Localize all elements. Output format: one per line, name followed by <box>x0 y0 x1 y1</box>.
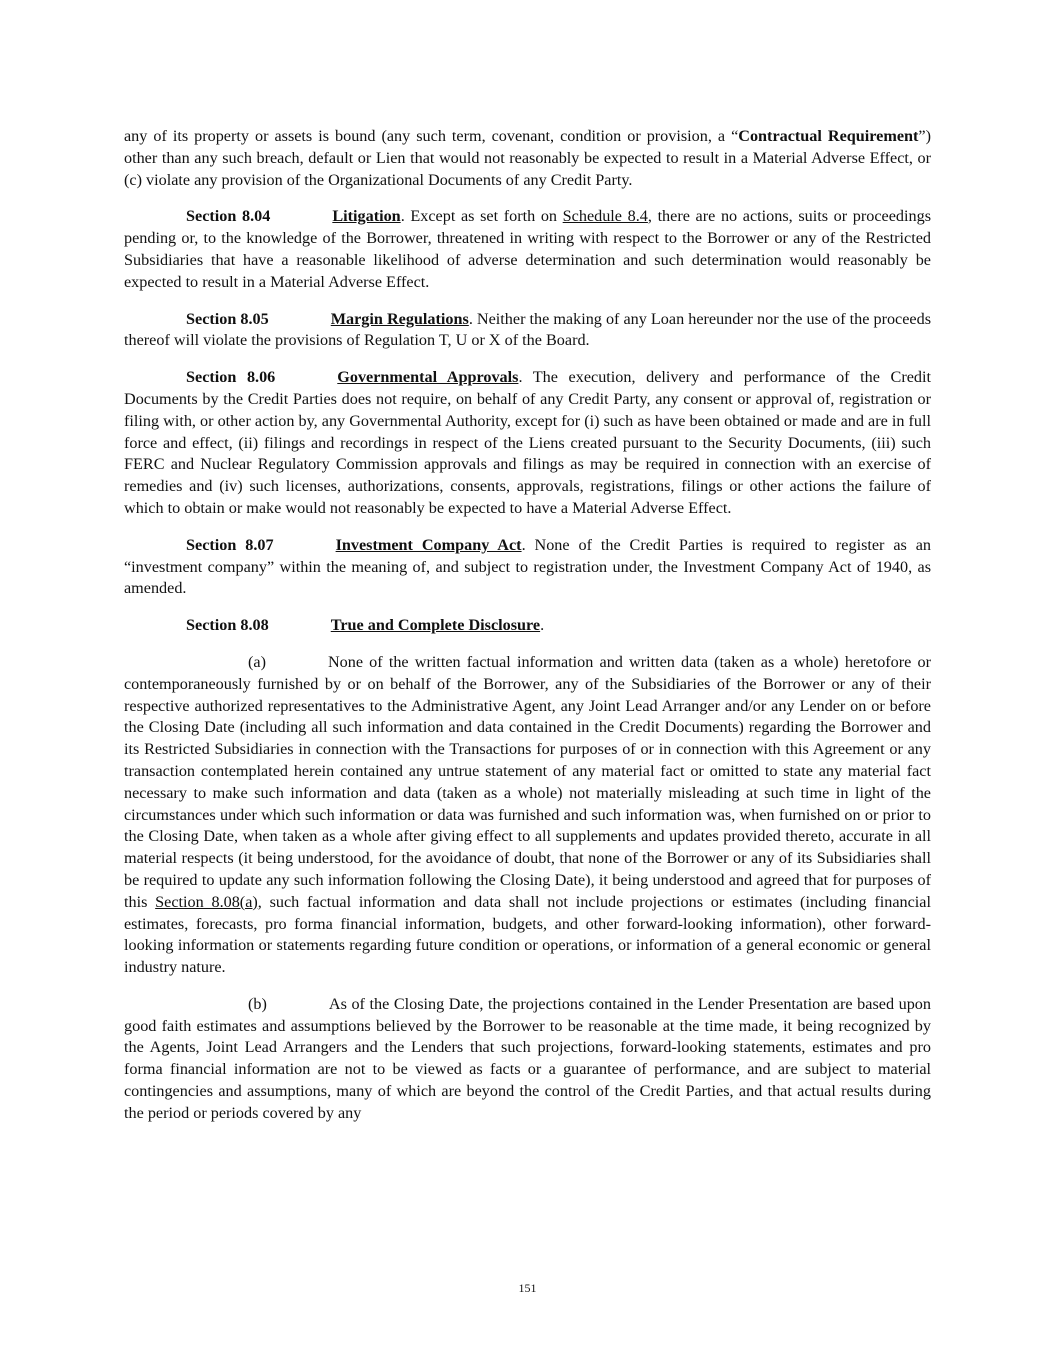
schedule-reference: Schedule 8.4 <box>562 207 648 226</box>
section-number: Section 8.08 <box>186 616 269 635</box>
paragraph-continuation: any of its property or assets is bound (any such term, covenant, condition or provision, a “Contractual Requirement”) other than any such breach, default or Lien that would not reasonably be expected to result in a Material Adverse Effect, or (c) violate any provision of the Organizational Documents of any Credit Party. <box>124 127 931 189</box>
section-8-05: Section 8.05 Margin Regulations. Neither the making of any Loan hereunder nor the use of the proceeds thereof will violate the provisions of Regulation T, U or X of the Board. <box>124 309 932 350</box>
defined-term: Contractual Requirement <box>738 127 919 145</box>
section-title: Governmental Approvals <box>337 368 519 387</box>
section-8-07: Section 8.07 Investment Company Act. None of the Credit Parties is required to register as an “investment company” within the meaning of, and subject to registration under, the Investment Company Act of 1940, as amended. <box>124 535 932 598</box>
section-number: Section 8.05 <box>186 309 269 328</box>
section-number: Section 8.06 <box>186 368 276 387</box>
section-title: Investment Company Act <box>335 535 522 554</box>
section-8-04: Section 8.04 Litigation. Except as set forth on Schedule 8.4, there are no actions, suits or proceedings pending or, to the knowledge of the Borrower, threatened in writing with respect to the Borrower or any of the Restricted Subsidiaries that have a reasonable likelihood of adverse determination and such determination would reasonably be expected to result in a Material Adverse Effect. <box>124 207 931 291</box>
subsection-b: (b) As of the Closing Date, the projections contained in the Lender Presentation are based upon good faith estimates and assumptions believed by the Borrower to be reasonable at the time made, it being recognized by the Agents, Joint Lead Arrangers and the Lenders that such projections, forward-looking statements, estimates and pro forma financial information are not to be viewed as facts or a guarantee of performance, and are subject to material contingencies and assumptions, many of which are beyond the control of the Credit Parties, and that actual results during the period or periods covered by any <box>124 994 931 1122</box>
section-title: True and Complete Disclosure <box>330 616 541 635</box>
section-reference: Section 8.08(a) <box>155 892 258 911</box>
section-8-08: Section 8.08 True and Complete Disclosure. <box>186 616 545 635</box>
subsection-a: (a) None of the written factual information and written data (taken as a whole) heretofore or contemporaneously furnished by or on behalf of the Borrower, any of the Subsidiaries of the Borrower or any of their respective authorized representatives to the Administrative Agent, any Joint Lead Arranger and/or any Lender on or before the Closing Date (including all such information and data contained in the Credit Documents) regarding the Borrower and its Restricted Subsidiaries in connection with the Transactions for purposes of or in connection with this Agreement or any transaction contemplated herein contained any untrue statement of any material fact or omitted to state any material fact necessary to make such information and data (taken as a whole) not materially misleading at such time in light of the circumstances under which such information or data was furnished and such information was, when furnished on or prior to the Closing Date, when taken as a whole after giving effect to all supplements and updates provided thereto, accurate in all material respects (it being understood, for the avoidance of doubt, that none of the Borrower or any of its Subsidiaries shall be required to update any such information following the Closing Date), it being understood and agreed that for purposes of this Section 8.08(a), such factual information and data shall not include projections or estimates (including financial estimates, forecasts, pro forma financial information, budgets, and other forward-looking information), other forward-looking information or statements regarding future condition or operations, or information of a general economic or general industry nature. <box>124 652 931 977</box>
section-8-06: Section 8.06 Governmental Approvals. The execution, delivery and performance of the Credit Documents by the Credit Parties does not require, on behalf of any Credit Party, any consent or approval of, registration or filing with, or other action by, any Governmental Authority, except for (i) such as have been obtained or made and are in full force and effect, (ii) filings and recordings in respect of the Liens created pursuant to the Security Documents, (iii) such FERC and Nuclear Regulatory Commission approvals and filings as may be required in connection with an exercise of remedies and (iv) such licenses, authorizations, consents, approvals, registrations, filings or other actions the failure of which to obtain or make would not reasonably be expected to have a Material Adverse Effect. <box>124 368 931 517</box>
subsection-label: (b) <box>248 994 267 1013</box>
section-title: Litigation <box>332 207 401 226</box>
section-number: Section 8.07 <box>186 535 274 554</box>
subsection-label: (a) <box>248 652 266 671</box>
document-page <box>124 126 931 1140</box>
page-number: 151 <box>518 1281 537 1295</box>
section-number: Section 8.04 <box>186 207 271 226</box>
section-title: Margin Regulations <box>330 309 469 328</box>
